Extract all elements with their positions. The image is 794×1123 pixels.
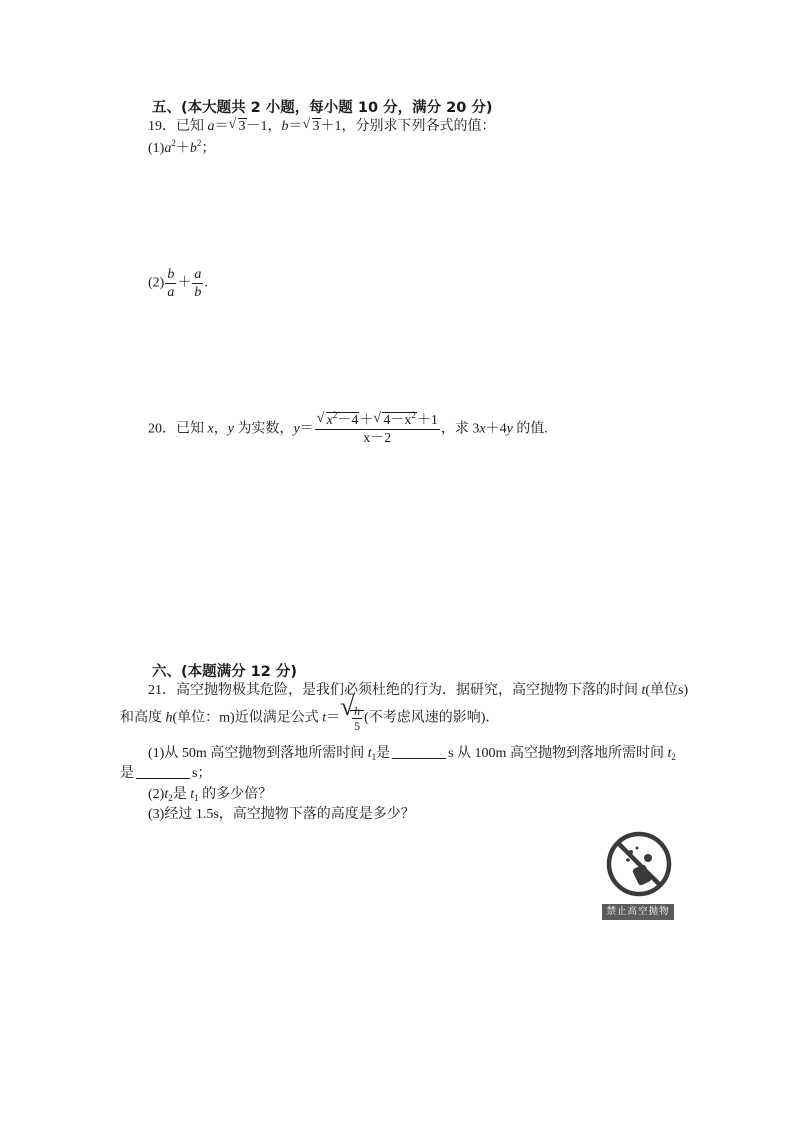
q19-number: 19．已知 [148,119,208,134]
part-label: (1) [148,141,165,156]
fraction-b-over-a: $\frac{b}{a}$ [167,267,175,300]
var-t: t [641,683,646,698]
question-21-part-1-line-1: (1)从 50m 高空抛物到落地所需时间 $t_1$是 s 从 100m 高空抛物到落地所需时间 $t_2$ [148,746,676,762]
question-19-part-2 [148,266,208,301]
no-throwing-from-height-icon [604,830,674,900]
section-6-heading: 六、(本题满分 12 分) [152,664,298,680]
question-20-stem: 20．已知 x，y 为实数，y＝ √ $x^2-4+$ √ $4-x^2+1$ x－2 ，求 3x＋4y 的值. [148,410,548,446]
question-21-line-1: 21．高空抛物极其危险，是我们必须杜绝的行为．据研究，高空抛物下落的时间 t(单位s) [148,683,689,698]
question-21-part-2: $(2)t_2$是 $t_1$ 的多少倍？ [148,787,273,803]
var-t: t [322,710,327,726]
var-a: a [164,141,172,156]
sqrt-3: √ 3 [302,117,320,134]
var-y: y [227,421,234,437]
q20-number: 20．已知 [148,421,208,437]
q19-instruction: ＋1，分别求下列各式的值： [320,119,496,134]
minus-one: －1， [246,119,282,134]
var-y: y [293,421,300,437]
sqrt-h-over-5: √ $\frac{h}{5}$ [340,704,364,733]
plus: ＋ [177,275,192,291]
question-19-part-1 [148,140,215,158]
question-21-part-3: (3)经过 1.5s，高空抛物下落的高度是多少？ [148,807,415,822]
question-21-part-1-line-2: 是 s； [120,766,212,781]
fraction-a-over-b: $\frac{a}{b}$ [194,267,202,300]
semicolon: ； [201,141,216,156]
answer-blank-t1[interactable] [392,744,446,759]
var-b: b [189,141,197,156]
var-a: a [207,119,215,134]
sqrt-3: √ 3 [228,117,246,134]
question-19-stem [148,118,496,136]
answer-blank-t2[interactable] [136,764,190,779]
q20-tail: ，求 3 [440,421,480,437]
exponent: 2 [196,138,202,148]
section-5-heading: 五、(本大题共 2 小题，每小题 10 分，满分 20 分) [152,100,493,116]
equals: ＝ [214,119,229,134]
part-label: (2) [148,275,165,291]
exponent: 2 [171,138,176,148]
fraction-y-formula: √ $x^2-4+$ √ $4-x^2+1$ x－2 [316,410,438,446]
var-h: h [165,710,173,726]
sign-caption: 禁止高空抛物 [602,904,674,920]
period: . [204,275,208,291]
var-b: b [281,119,289,134]
var-x: x [207,421,214,437]
plus: ＋ [175,141,190,156]
question-21-line-2: 和高度 h(单位：m)近似满足公式 t＝ √ $\frac{h}{5}$ (不考虑风速的影响)． [120,692,500,733]
equals: ＝ [288,119,303,134]
